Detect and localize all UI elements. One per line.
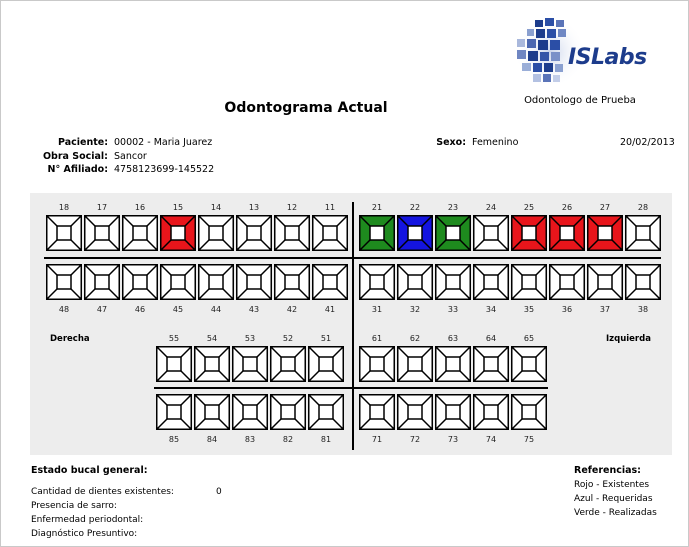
paciente-label: Paciente: xyxy=(58,137,108,148)
tooth-13[interactable] xyxy=(236,215,272,251)
tooth-number: 21 xyxy=(371,203,383,212)
tooth-74[interactable] xyxy=(473,394,509,430)
tooth-55[interactable] xyxy=(156,346,192,382)
tooth-17[interactable] xyxy=(84,215,120,251)
tooth-82[interactable] xyxy=(270,394,306,430)
tooth-72[interactable] xyxy=(397,394,433,430)
tooth-71[interactable] xyxy=(359,394,395,430)
tooth-number: 18 xyxy=(58,203,70,212)
tooth-34[interactable] xyxy=(473,264,509,300)
tooth-number: 47 xyxy=(96,305,108,314)
tooth-number: 65 xyxy=(523,334,535,343)
tooth-84[interactable] xyxy=(194,394,230,430)
tooth-81[interactable] xyxy=(308,394,344,430)
tooth-number: 28 xyxy=(637,203,649,212)
tooth-number: 12 xyxy=(286,203,298,212)
tooth-number: 11 xyxy=(324,203,336,212)
tooth-number: 51 xyxy=(320,334,332,343)
tooth-number: 46 xyxy=(134,305,146,314)
tooth-number: 23 xyxy=(447,203,459,212)
tooth-28[interactable] xyxy=(625,215,661,251)
tooth-number: 84 xyxy=(206,435,218,444)
tooth-number: 31 xyxy=(371,305,383,314)
side-left-label: Izquierda xyxy=(606,334,651,344)
tooth-number: 26 xyxy=(561,203,573,212)
referencias-title: Referencias: xyxy=(574,465,641,476)
tooth-number: 32 xyxy=(409,305,421,314)
sarro-label: Presencia de sarro: xyxy=(31,501,117,511)
tooth-65[interactable] xyxy=(511,346,547,382)
tooth-number: 22 xyxy=(409,203,421,212)
tooth-number: 83 xyxy=(244,435,256,444)
tooth-73[interactable] xyxy=(435,394,471,430)
tooth-33[interactable] xyxy=(435,264,471,300)
tooth-24[interactable] xyxy=(473,215,509,251)
midline xyxy=(352,202,354,450)
tooth-number: 55 xyxy=(168,334,180,343)
tooth-83[interactable] xyxy=(232,394,268,430)
tooth-number: 44 xyxy=(210,305,222,314)
tooth-number: 54 xyxy=(206,334,218,343)
child-separator-line xyxy=(154,387,548,389)
referencia-rojo: Rojo - Existentes xyxy=(574,480,650,490)
tooth-36[interactable] xyxy=(549,264,585,300)
tooth-42[interactable] xyxy=(274,264,310,300)
tooth-27[interactable] xyxy=(587,215,623,251)
tooth-number: 36 xyxy=(561,305,573,314)
tooth-number: 75 xyxy=(523,435,535,444)
tooth-14[interactable] xyxy=(198,215,234,251)
tooth-61[interactable] xyxy=(359,346,395,382)
tooth-number: 43 xyxy=(248,305,260,314)
tooth-46[interactable] xyxy=(122,264,158,300)
tooth-number: 72 xyxy=(409,435,421,444)
tooth-15[interactable] xyxy=(160,215,196,251)
tooth-12[interactable] xyxy=(274,215,310,251)
tooth-51[interactable] xyxy=(308,346,344,382)
tooth-number: 73 xyxy=(447,435,459,444)
tooth-number: 71 xyxy=(371,435,383,444)
cantidad-label: Cantidad de dientes existentes: xyxy=(31,487,174,497)
tooth-number: 13 xyxy=(248,203,260,212)
paciente-value: 00002 - Maria Juarez xyxy=(114,137,213,148)
tooth-21[interactable] xyxy=(359,215,395,251)
odontogram-panel xyxy=(30,193,672,455)
tooth-number: 27 xyxy=(599,203,611,212)
tooth-number: 14 xyxy=(210,203,222,212)
side-right-label: Derecha xyxy=(50,334,90,344)
obra-social-value: Sancor xyxy=(114,151,147,162)
tooth-37[interactable] xyxy=(587,264,623,300)
tooth-number: 24 xyxy=(485,203,497,212)
afiliado-label: N° Afiliado: xyxy=(47,164,108,175)
tooth-number: 35 xyxy=(523,305,535,314)
tooth-64[interactable] xyxy=(473,346,509,382)
tooth-number: 38 xyxy=(637,305,649,314)
referencia-azul: Azul - Requeridas xyxy=(574,494,653,504)
tooth-number: 53 xyxy=(244,334,256,343)
sexo-value: Femenino xyxy=(472,137,519,148)
doctor-name: Odontologo de Prueba xyxy=(524,95,636,106)
tooth-number: 48 xyxy=(58,305,70,314)
tooth-31[interactable] xyxy=(359,264,395,300)
tooth-number: 42 xyxy=(286,305,298,314)
tooth-22[interactable] xyxy=(397,215,433,251)
tooth-54[interactable] xyxy=(194,346,230,382)
tooth-25[interactable] xyxy=(511,215,547,251)
tooth-number: 52 xyxy=(282,334,294,343)
tooth-47[interactable] xyxy=(84,264,120,300)
tooth-23[interactable] xyxy=(435,215,471,251)
report-date: 20/02/2013 xyxy=(620,137,675,148)
tooth-number: 33 xyxy=(447,305,459,314)
tooth-41[interactable] xyxy=(312,264,348,300)
tooth-16[interactable] xyxy=(122,215,158,251)
tooth-number: 64 xyxy=(485,334,497,343)
tooth-number: 16 xyxy=(134,203,146,212)
tooth-number: 15 xyxy=(172,203,184,212)
tooth-number: 62 xyxy=(409,334,421,343)
tooth-number: 74 xyxy=(485,435,497,444)
obra-social-label: Obra Social: xyxy=(42,151,108,162)
tooth-number: 85 xyxy=(168,435,180,444)
tooth-number: 82 xyxy=(282,435,294,444)
tooth-number: 63 xyxy=(447,334,459,343)
tooth-number: 61 xyxy=(371,334,383,343)
tooth-53[interactable] xyxy=(232,346,268,382)
referencia-verde: Verde - Realizadas xyxy=(574,508,657,518)
tooth-26[interactable] xyxy=(549,215,585,251)
tooth-number: 45 xyxy=(172,305,184,314)
tooth-45[interactable] xyxy=(160,264,196,300)
tooth-number: 41 xyxy=(324,305,336,314)
estado-title: Estado bucal general: xyxy=(31,465,148,476)
cantidad-value: 0 xyxy=(216,487,222,497)
tooth-43[interactable] xyxy=(236,264,272,300)
tooth-52[interactable] xyxy=(270,346,306,382)
tooth-38[interactable] xyxy=(625,264,661,300)
tooth-35[interactable] xyxy=(511,264,547,300)
tooth-63[interactable] xyxy=(435,346,471,382)
logo-text: ISLabs xyxy=(568,45,647,70)
tooth-number: 37 xyxy=(599,305,611,314)
page-title: Odontograma Actual xyxy=(224,100,388,116)
tooth-18[interactable] xyxy=(46,215,82,251)
tooth-number: 34 xyxy=(485,305,497,314)
periodontal-label: Enfermedad periodontal: xyxy=(31,515,144,525)
tooth-number: 17 xyxy=(96,203,108,212)
tooth-32[interactable] xyxy=(397,264,433,300)
sexo-label: Sexo: xyxy=(436,137,466,148)
tooth-85[interactable] xyxy=(156,394,192,430)
tooth-44[interactable] xyxy=(198,264,234,300)
tooth-48[interactable] xyxy=(46,264,82,300)
tooth-number: 81 xyxy=(320,435,332,444)
tooth-number: 25 xyxy=(523,203,535,212)
tooth-75[interactable] xyxy=(511,394,547,430)
tooth-62[interactable] xyxy=(397,346,433,382)
afiliado-value: 4758123699-145522 xyxy=(114,164,215,175)
tooth-11[interactable] xyxy=(312,215,348,251)
diagnostico-label: Diagnóstico Presuntivo: xyxy=(31,529,138,539)
